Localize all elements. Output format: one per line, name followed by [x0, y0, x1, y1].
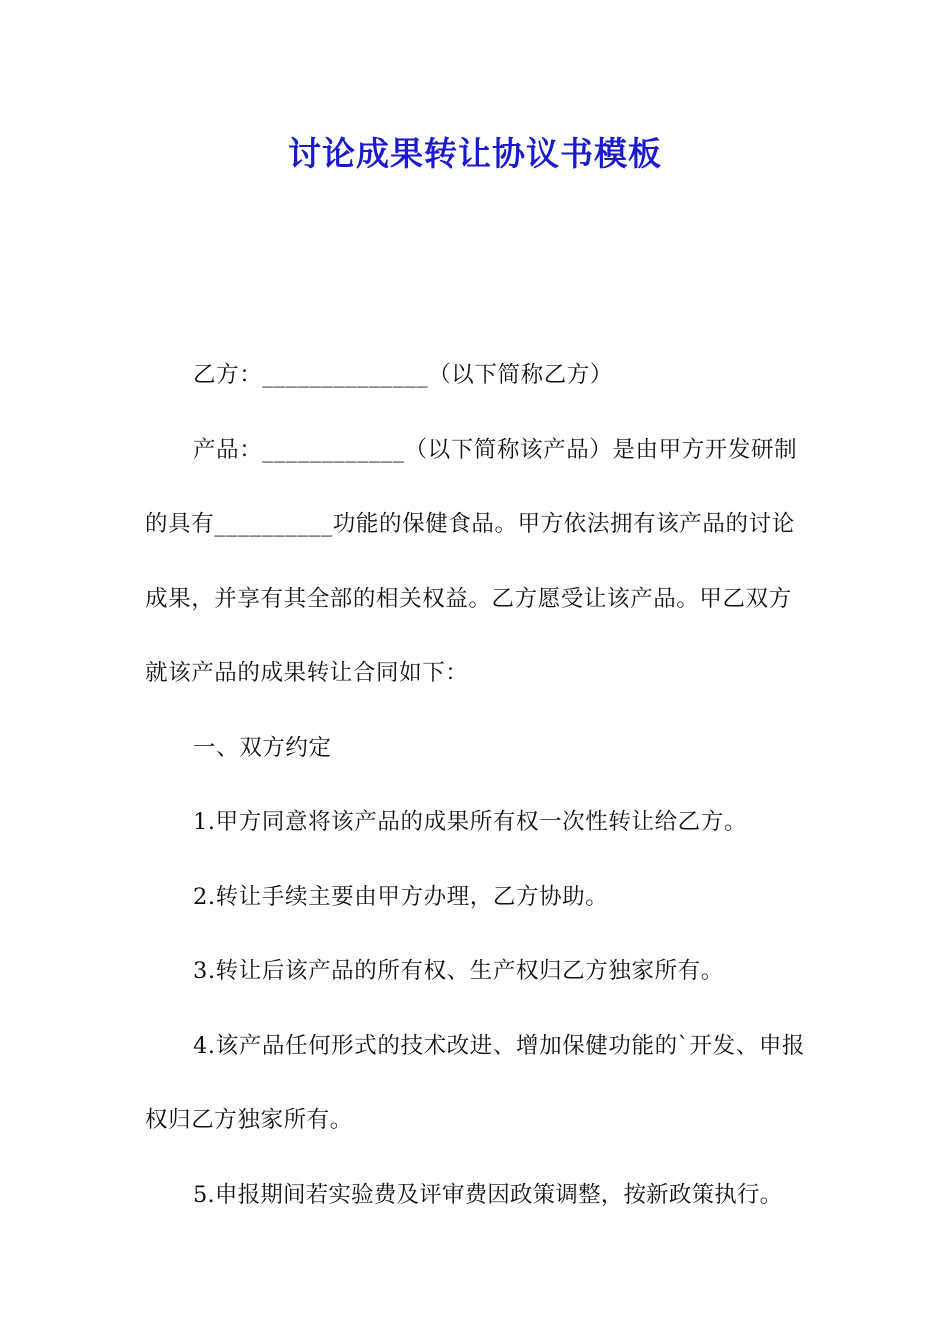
clause-2: 2.转让手续主要由甲方办理，乙方协助。 [193, 883, 609, 910]
document-title: 讨论成果转让协议书模板 [288, 134, 662, 173]
clause-1: 1.甲方同意将该产品的成果所有权一次性转让给乙方。 [193, 809, 747, 835]
product-description-paragraph: 产品：____________（以下简称该产品）是由甲方开发研制的具有__________功能的保健食品。甲方依法拥有该产品的讨论成果，并享有其全部的相关权益。乙方愿受让该产品。甲乙双方就该产品的成果转让合同如下： [145, 436, 798, 686]
party-b-line: 乙方：______________（以下简称乙方） [193, 362, 614, 388]
clause-5: 5.申报期间若实验费及评审费因政策调整，按新政策执行。 [193, 1181, 783, 1208]
clause-3: 3.转让后该产品的所有权、生产权归乙方独家所有。 [193, 958, 724, 984]
clause-4: 4.该产品任何形式的技术改进、增加保健功能的`开发、申报权归乙方独家所有。 [145, 1032, 806, 1133]
document-body [145, 338, 810, 1232]
section-heading-agreement: 一、双方约定 [193, 734, 332, 761]
